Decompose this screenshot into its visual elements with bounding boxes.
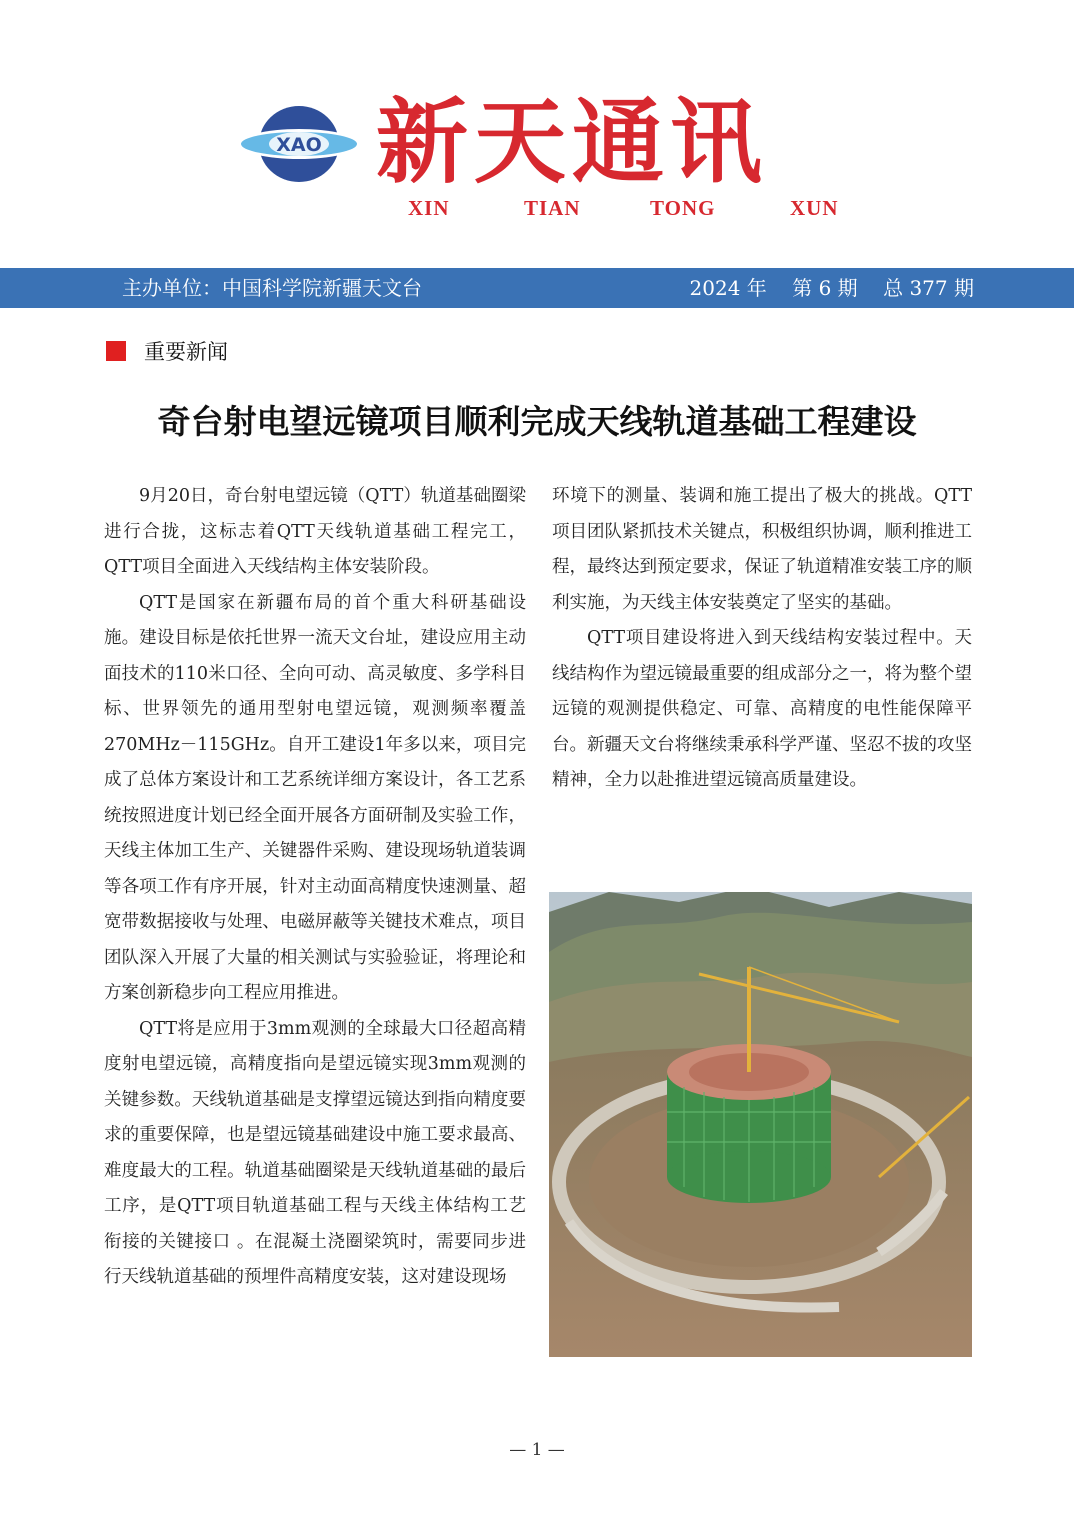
construction-site-photo [549, 892, 972, 1357]
pinyin-xin: XIN [408, 196, 450, 220]
pinyin-xun: XUN [790, 196, 839, 220]
article-headline: 奇台射电望远镜项目顺利完成天线轨道基础工程建设 [157, 402, 917, 441]
paragraph: QTT将是应用于3mm观测的全球最大口径超高精度射电望远镜，高精度指向是望远镜实现3mm观测的关键参数。天线轨道基础是支撑望远镜达到指向精度要求的重要保障，也是望远镜基础建设中施工要求最高、难度最大的工程。轨道基础圈梁是天线轨道基础的最后工序，是QTT项目轨道基础工程与天线主体结构工艺衔接的关键接口 。在混凝土浇圈梁筑时，需要同步进行天线轨道基础的预埋件高精度安装，这对建设现场 [104, 1018, 526, 1287]
article-left-column [104, 479, 526, 1296]
issue-number: 2024 年 第 6 期 总 377 期 [689, 276, 974, 300]
article-right-column [552, 479, 972, 799]
page-number: — 1 — [509, 1440, 565, 1460]
newsletter-title: 新天通讯 [376, 88, 769, 196]
paragraph-continuation: 环境下的测量、装调和施工提出了极大的挑战。QTT项目团队紧抓技术关键点，积极组织协调，顺利推进工程，最终达到预定要求，保证了轨道精准安装工序的顺利实施，为天线主体安装奠定了坚实的基础。 [552, 486, 972, 613]
paragraph: QTT是国家在新疆布局的首个重大科研基础设施。建设目标是依托世界一流天文台址，建设应用主动面技术的110米口径、全向可动、高灵敏度、多学科目标、世界领先的通用型射电望远镜，观测频率覆盖270MHz－115GHz。自开工建设1年多以来，项目完成了总体方案设计和工艺系统详细方案设计，各工艺系统按照进度计划已经全面开展各方面研制及实验工作，天线主体加工生产、关键器件采购、建设现场轨道装调等各项工作有序开展，针对主动面高精度快速测量、超宽带数据接收与处理、电磁屏蔽等关键技术难点，项目团队深入开展了大量的相关测试与实验验证，将理论和方案创新稳步向工程应用推进。 [104, 592, 526, 1003]
xao-emblem-logo [238, 104, 360, 184]
section-label: 重要新闻 [144, 340, 228, 364]
pinyin-tian: TIAN [524, 196, 581, 220]
paragraph: 9月20日，奇台射电望远镜（QTT）轨道基础圈梁进行合拢，这标志着QTT天线轨道基础工程完工，QTT项目全面进入天线结构主体安装阶段。 [104, 486, 526, 577]
issue-info-band [0, 268, 1074, 308]
sponsor-text: 主办单位：中国科学院新疆天文台 [122, 276, 422, 300]
emblem-text: XAO [276, 134, 322, 156]
pinyin-tong: TONG [650, 196, 716, 220]
section-marker-square [106, 341, 126, 361]
paragraph: QTT项目建设将进入到天线结构安装过程中。天线结构作为望远镜最重要的组成部分之一，将为整个望远镜的观测提供稳定、可靠、高精度的电性能保障平台。新疆天文台将继续秉承科学严谨、坚忍不拔的攻坚精神，全力以赴推进望远镜高质量建设。 [552, 628, 972, 790]
